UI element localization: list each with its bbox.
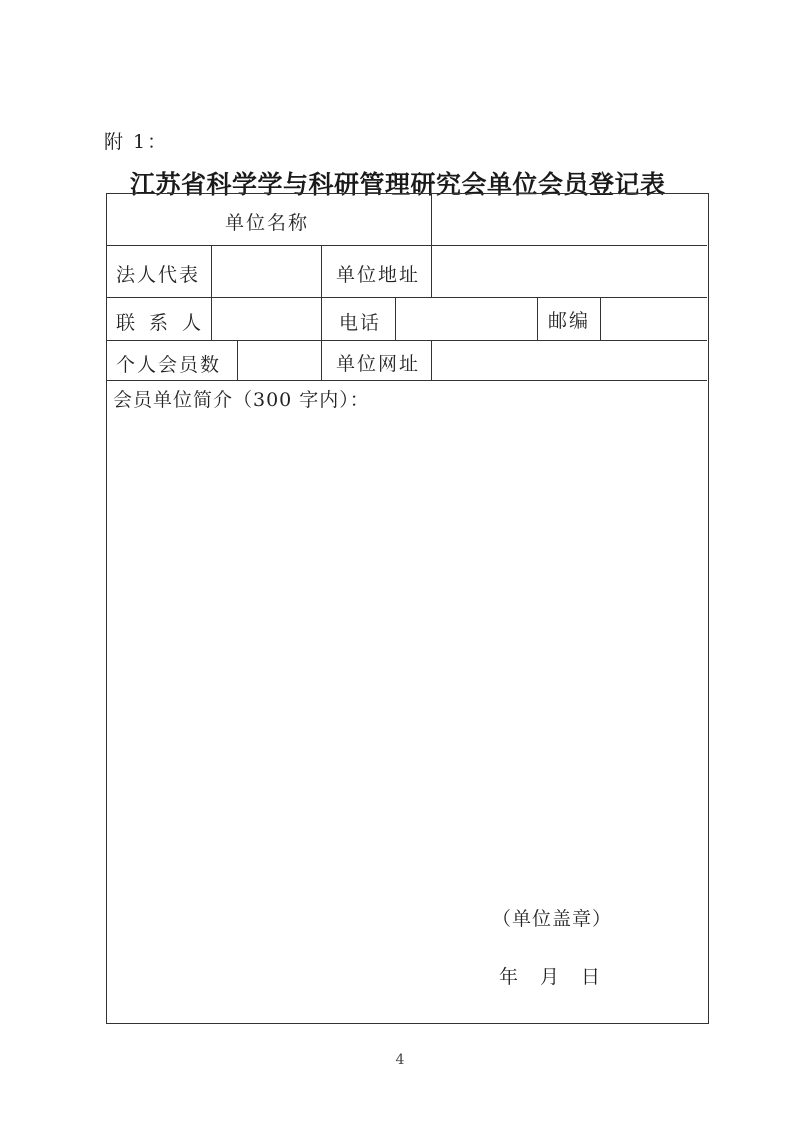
day-label: 日 (581, 966, 601, 988)
legal-rep-field[interactable] (212, 246, 321, 297)
col-divider (537, 297, 538, 340)
attachment-label: 附 1： (104, 131, 169, 153)
unit-name-field[interactable] (432, 195, 707, 245)
contact-label: 联系人 (116, 312, 216, 334)
unit-address-field[interactable] (432, 246, 707, 297)
col-divider (321, 340, 322, 380)
unit-name-label: 单位名称 (225, 212, 310, 234)
month-label: 月 (540, 966, 560, 988)
postcode-label: 邮编 (548, 310, 591, 332)
contact-field[interactable] (212, 298, 321, 340)
website-field[interactable] (432, 341, 707, 380)
unit-address-label: 单位地址 (336, 264, 421, 286)
website-label: 单位网址 (336, 353, 421, 375)
phone-label: 电话 (339, 312, 382, 334)
intro-textarea[interactable] (113, 414, 701, 894)
col-divider (321, 297, 322, 340)
col-divider (321, 245, 322, 297)
form-title: 江苏省科学学与科研管理研究会单位会员登记表 (130, 170, 666, 199)
date-line (499, 962, 622, 989)
postcode-field[interactable] (601, 298, 707, 340)
individual-members-field[interactable] (238, 341, 321, 380)
row-divider (107, 380, 707, 381)
legal-rep-label: 法人代表 (116, 264, 201, 286)
registration-form (106, 193, 709, 1024)
phone-field[interactable] (396, 298, 537, 340)
page-number: 4 (395, 1052, 405, 1068)
seal-label: （单位盖章） (492, 908, 613, 930)
intro-label: 会员单位简介（300 字内）： (113, 389, 370, 411)
year-label: 年 (499, 966, 519, 988)
individual-members-label: 个人会员数 (116, 354, 222, 376)
